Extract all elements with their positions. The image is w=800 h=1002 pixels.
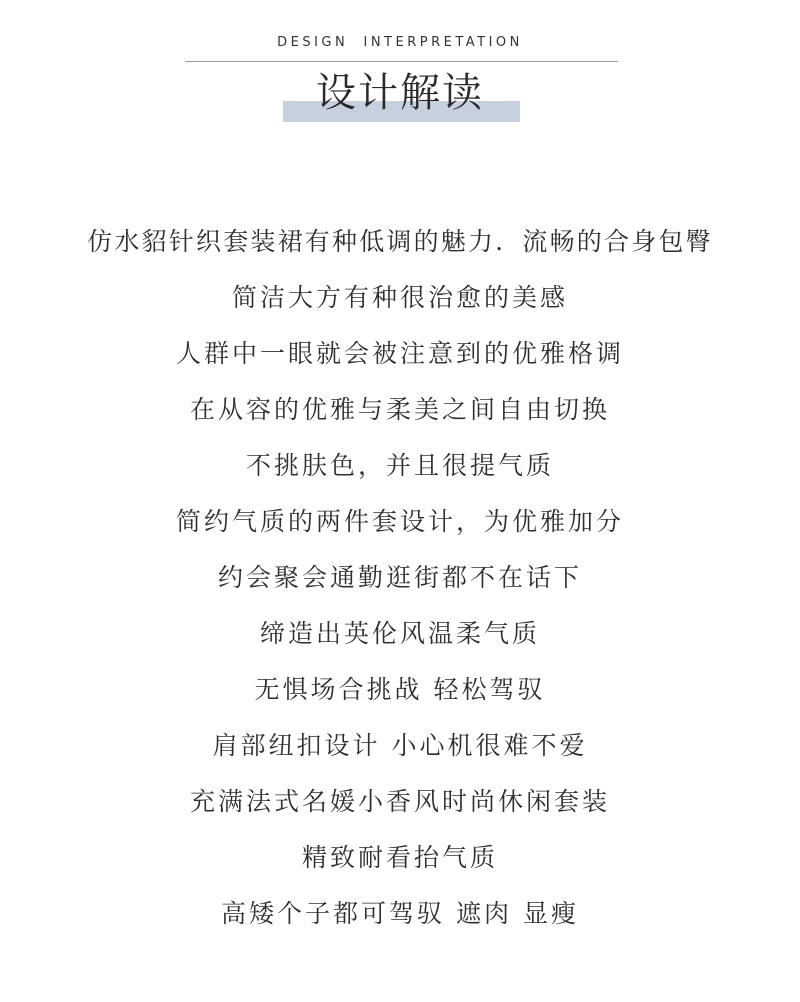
description-line: 无惧场合挑战 轻松驾驭 [254, 675, 546, 704]
description-line: 人群中一眼就会被注意到的优雅格调 [175, 339, 624, 368]
description-line: 简约气质的两件套设计，为优雅加分 [175, 507, 624, 536]
description-line: 缔造出英伦风温柔气质 [259, 619, 540, 648]
description-text-block [0, 220, 800, 948]
section-subtitle: DESIGN INTERPRETATION [277, 35, 523, 50]
description-line: 仿水貂针织套装裙有种低调的魅力．流畅的合身包臀 [87, 227, 713, 256]
section-header [0, 0, 800, 140]
header-divider [185, 61, 618, 62]
description-line: 约会聚会通勤逛街都不在话下 [217, 563, 582, 592]
description-line: 肩部纽扣设计 小心机很难不爱 [212, 731, 588, 760]
description-line: 在从容的优雅与柔美之间自由切换 [189, 395, 610, 424]
description-line: 精致耐看抬气质 [301, 843, 498, 872]
description-line: 高矮个子都可驾驭 遮肉 显瘦 [221, 899, 579, 928]
description-line: 充满法式名媛小香风时尚休闲套装 [189, 787, 610, 816]
section-title: 设计解读 [316, 70, 484, 116]
description-line: 简洁大方有种很治愈的美感 [231, 283, 568, 312]
description-line: 不挑肤色，并且很提气质 [245, 451, 554, 480]
